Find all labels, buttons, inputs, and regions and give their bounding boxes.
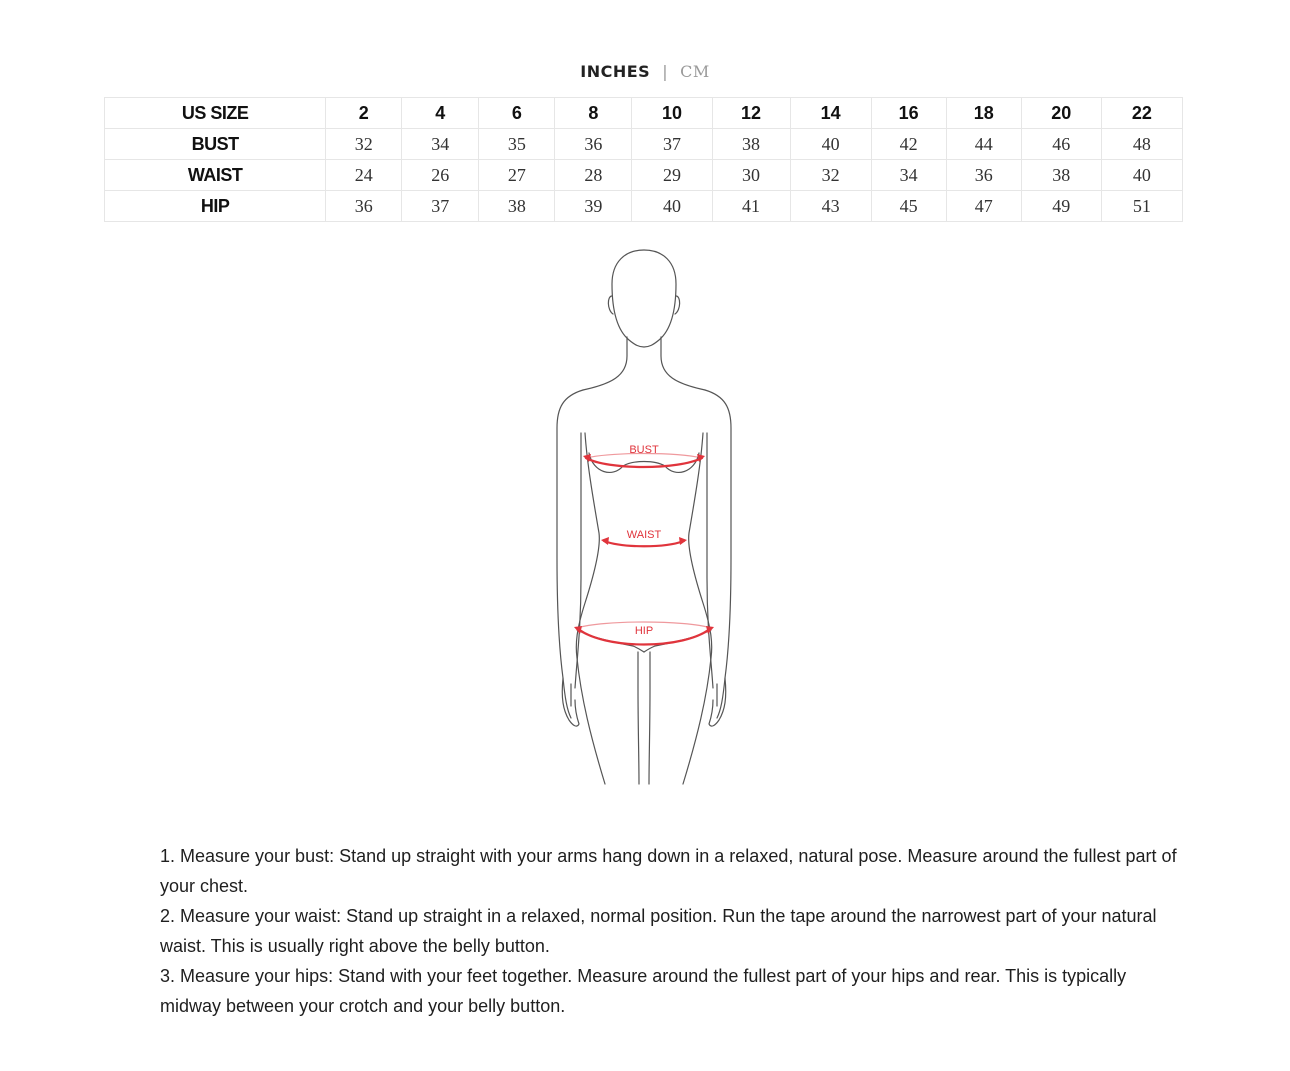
table-cell: 46 — [1021, 129, 1101, 160]
header-size-cell: 2 — [326, 98, 402, 129]
measurement-instructions — [160, 841, 1185, 1021]
table-cell: 40 — [1101, 160, 1182, 191]
header-size-cell: 10 — [632, 98, 712, 129]
table-cell: 48 — [1101, 129, 1182, 160]
head-outline — [612, 250, 676, 347]
measurement-lines — [577, 454, 711, 645]
neck-outline-right — [661, 337, 705, 390]
table-cell: 49 — [1021, 191, 1101, 222]
unit-cm-tab[interactable]: CM — [680, 62, 710, 81]
table-cell: 36 — [555, 129, 632, 160]
neck-outline — [583, 337, 627, 390]
header-size-cell: 8 — [555, 98, 632, 129]
inner-right-leg — [649, 652, 650, 784]
unit-toggle — [0, 62, 1290, 81]
table-cell: 42 — [871, 129, 946, 160]
table-cell: 51 — [1101, 191, 1182, 222]
table-cell: 40 — [632, 191, 712, 222]
unit-separator: | — [662, 62, 669, 81]
table-row-bust — [105, 129, 1183, 160]
table-header-row — [105, 98, 1183, 129]
instruction-bust: 1. Measure your bust: Stand up straight with your arms hang down in a relaxed, natural pose. Measure around the fullest part of your chest. — [160, 846, 1177, 896]
table-cell: 38 — [712, 129, 790, 160]
header-size-cell: 4 — [402, 98, 479, 129]
bust-center — [623, 462, 665, 467]
table-cell: 45 — [871, 191, 946, 222]
table-cell: 36 — [326, 191, 402, 222]
header-us-size: US SIZE — [105, 98, 326, 129]
waist-arrow-left — [601, 537, 609, 545]
table-cell: 32 — [326, 129, 402, 160]
table-cell: 29 — [632, 160, 712, 191]
table-cell: 37 — [632, 129, 712, 160]
table-cell: 47 — [946, 191, 1021, 222]
row-label-hip: HIP — [105, 191, 326, 222]
measurement-labels — [627, 444, 662, 637]
table-cell: 40 — [790, 129, 871, 160]
hip-label: HIP — [634, 625, 654, 637]
header-size-cell: 18 — [946, 98, 1021, 129]
right-arm-outline — [705, 390, 731, 718]
table-cell: 35 — [479, 129, 555, 160]
table-cell: 38 — [479, 191, 555, 222]
body-outline — [557, 250, 731, 784]
header-size-cell: 22 — [1101, 98, 1182, 129]
right-leg-outline — [683, 658, 711, 784]
table-cell: 38 — [1021, 160, 1101, 191]
table-row-waist — [105, 160, 1183, 191]
size-chart-table — [104, 97, 1183, 222]
table-row-hip — [105, 191, 1183, 222]
table-cell: 39 — [555, 191, 632, 222]
table-cell: 34 — [402, 129, 479, 160]
table-cell: 34 — [871, 160, 946, 191]
header-size-cell: 14 — [790, 98, 871, 129]
header-size-cell: 12 — [712, 98, 790, 129]
inner-left-leg — [638, 652, 639, 784]
instruction-waist: 2. Measure your waist: Stand up straight in a relaxed, normal position. Run the tape around the narrowest part of your natural waist. This is usually right above the belly button. — [160, 906, 1157, 956]
left-arm-outline — [557, 390, 583, 718]
table-cell: 28 — [555, 160, 632, 191]
table-cell: 44 — [946, 129, 1021, 160]
instruction-hips: 3. Measure your hips: Stand with your feet together. Measure around the fullest part of your hips and rear. This is typically midway between your crotch and your belly button. — [160, 966, 1127, 1016]
table-cell: 32 — [790, 160, 871, 191]
row-label-bust: BUST — [105, 129, 326, 160]
unit-inches-tab[interactable]: INCHES — [580, 62, 651, 81]
table-cell: 24 — [326, 160, 402, 191]
left-leg-outline — [577, 658, 605, 784]
header-size-cell: 20 — [1021, 98, 1101, 129]
waist-measure-line — [604, 541, 684, 546]
table-cell: 27 — [479, 160, 555, 191]
header-size-cell: 6 — [479, 98, 555, 129]
waist-label: WAIST — [626, 529, 662, 541]
bust-label: BUST — [629, 444, 659, 456]
body-outline-illustration — [553, 248, 735, 788]
table-cell: 43 — [790, 191, 871, 222]
row-label-waist: WAIST — [105, 160, 326, 191]
measurement-arrows — [574, 454, 714, 634]
body-measurement-figure — [553, 248, 735, 788]
header-size-cell: 16 — [871, 98, 946, 129]
waist-arrow-right — [679, 537, 687, 545]
table-cell: 26 — [402, 160, 479, 191]
table-cell: 36 — [946, 160, 1021, 191]
bust-measure-line — [586, 458, 702, 467]
table-cell: 41 — [712, 191, 790, 222]
table-cell: 37 — [402, 191, 479, 222]
table-cell: 30 — [712, 160, 790, 191]
